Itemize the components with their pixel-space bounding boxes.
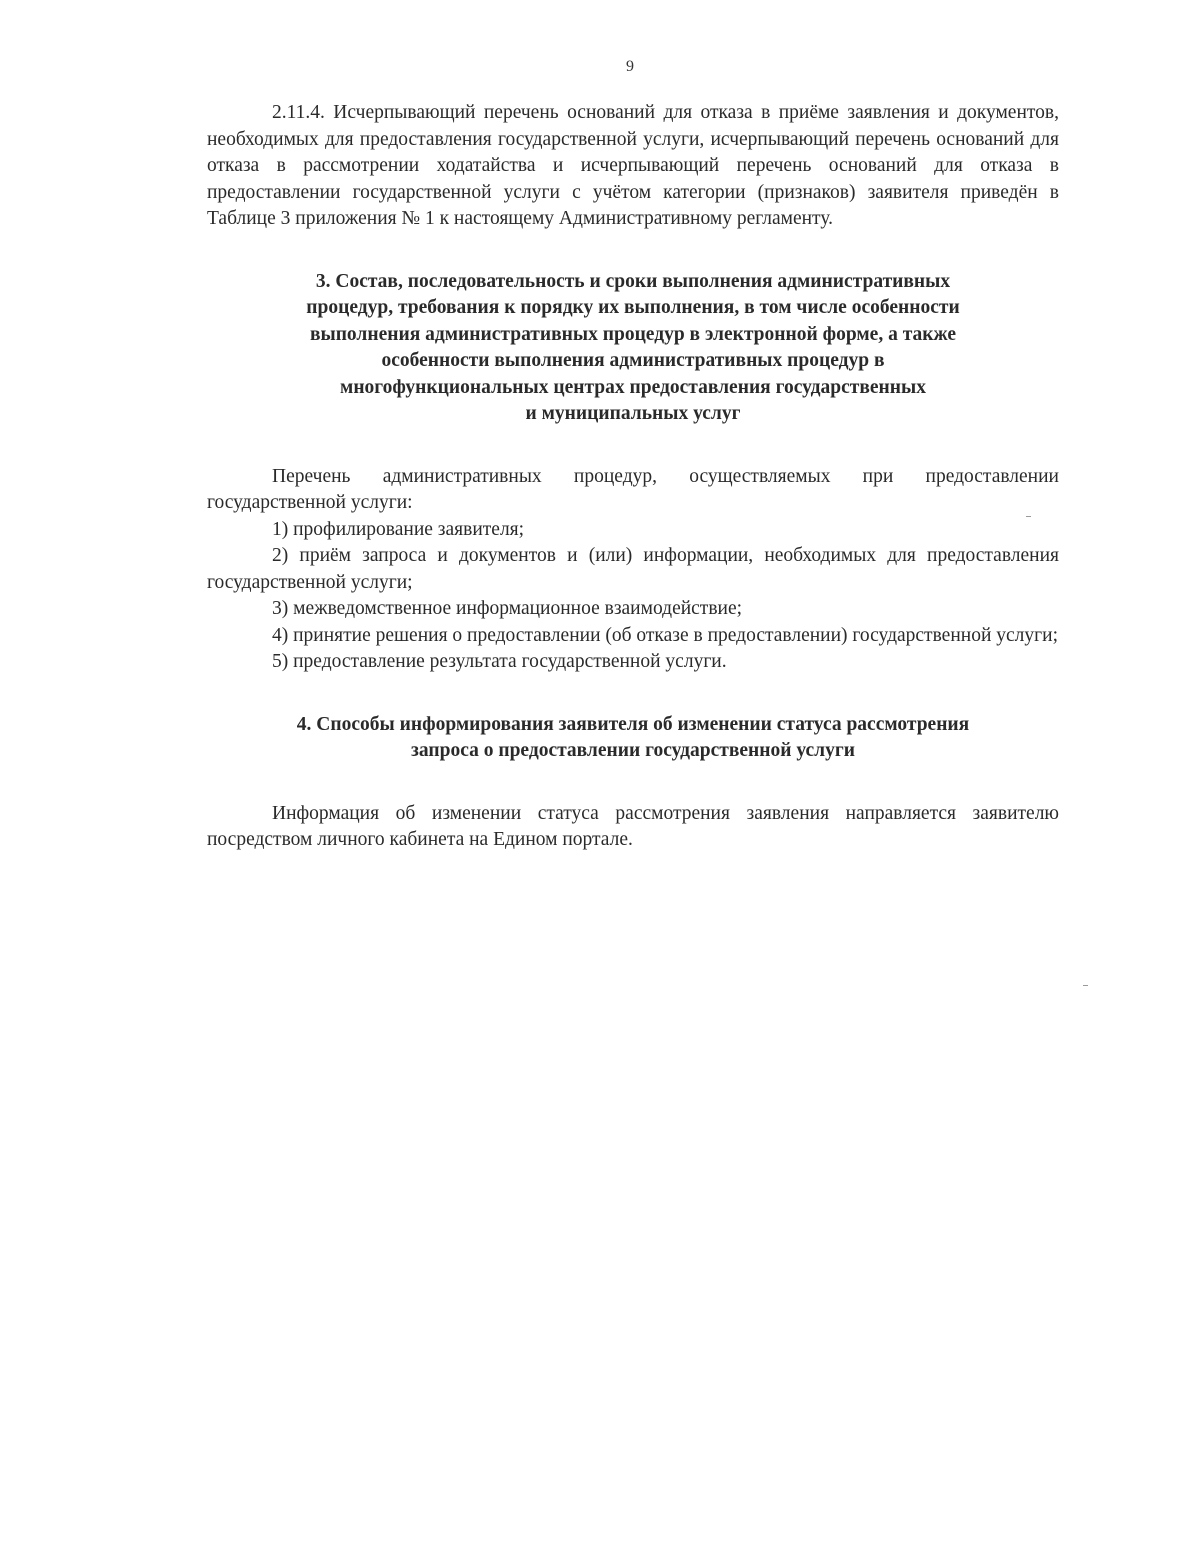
section-3-heading-line: выполнения административных процедур в электронной форме, а также bbox=[309, 323, 957, 345]
procedure-item: 5) предоставление результата государственной услуги. bbox=[272, 651, 727, 672]
scan-speck bbox=[1083, 985, 1088, 986]
procedure-item: 2) приём запроса и документов и (или) информации, необходимых для предоставления государственной услуги; bbox=[207, 545, 1059, 593]
section-3-heading bbox=[207, 269, 1059, 428]
section-3-heading-line: многофункциональных центрах предоставления государственных bbox=[340, 376, 926, 398]
document-body bbox=[207, 100, 1059, 854]
section-4-heading-line: запроса о предоставлении государственной услуги bbox=[411, 740, 855, 761]
paragraph-2-11-4: 2.11.4. Исчерпывающий перечень оснований для отказа в приёме заявления и документов, необходимых для предоставления государственной услуги, исчерпывающий перечень оснований для отказа в рассмотрении ходатайства и исчерпывающий перечень оснований для отказа в предоставлении государственной услуги с учётом категории (признаков) заявителя приведён в Таблице 3 приложения № 1 к настоящему Административному регламенту. bbox=[207, 102, 1059, 229]
section-4-heading bbox=[207, 712, 1059, 765]
section-4-heading-line: 4. Способы информирования заявителя об изменении статуса рассмотрения bbox=[296, 713, 970, 735]
section-3-heading-line: процедур, требования к порядку их выполнения, в том числе особенности bbox=[306, 297, 960, 318]
scan-speck bbox=[1026, 516, 1031, 517]
procedure-item: 1) профилирование заявителя; bbox=[272, 518, 525, 540]
procedure-item: 3) межведомственное информационное взаимодействие; bbox=[272, 598, 743, 619]
page-number: 9 bbox=[626, 58, 634, 75]
section-3-heading-line: 3. Состав, последовательность и сроки выполнения административных bbox=[315, 270, 951, 292]
procedure-item: 4) принятие решения о предоставлении (об отказе в предоставлении) государственной услуги; bbox=[272, 624, 1058, 646]
procedures-intro: Перечень административных процедур, осуществляемых при предоставлении государственной услуги: bbox=[207, 465, 1059, 513]
section-4-body: Информация об изменении статуса рассмотрения заявления направляется заявителю посредством личного кабинета на Едином портале. bbox=[207, 802, 1059, 850]
section-3-heading-line: особенности выполнения административных процедур в bbox=[381, 350, 885, 371]
section-3-heading-line: и муниципальных услуг bbox=[525, 403, 741, 424]
